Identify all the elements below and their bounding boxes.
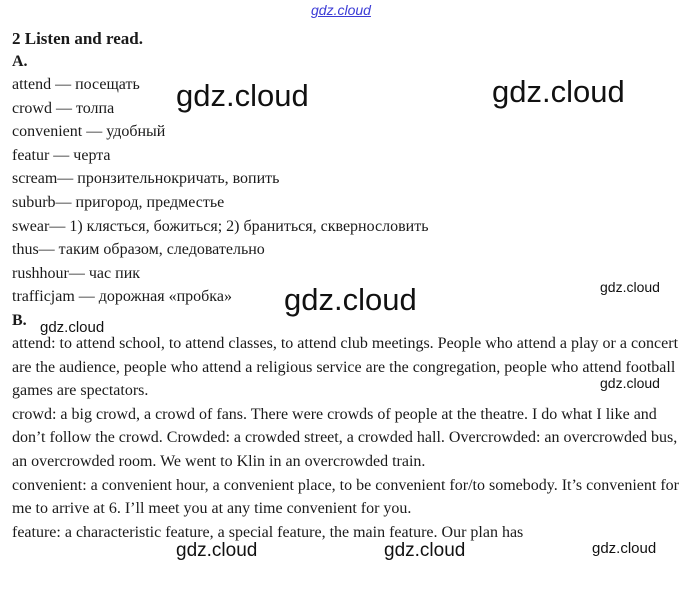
vocab-item: trafficjam — дорожная «пробка»	[12, 288, 232, 306]
paragraph-crowd: crowd: a big crowd, a crowd of fans. There were crowds of people at the theatre. I do what I like and don’t follow the crowd. Crowded: a crowded street, a crowded hall. Overcrowded: an overcrowded bus, an overcrowded room. We went to Klin in an overcrowded train.	[12, 405, 678, 470]
vocab-item: scream— пронзительнокричать, вопить	[12, 170, 280, 188]
section-b-label: B.	[12, 311, 27, 329]
vocab-item: convenient — удобный	[12, 123, 166, 141]
vocab-item: crowd — толпа	[12, 99, 115, 117]
watermark: gdz.cloud	[600, 279, 660, 295]
vocab-item: swear— 1) клясться, божиться; 2) браниться, сквернословить	[12, 217, 429, 235]
vocab-item: suburb— пригород, предместье	[12, 193, 225, 211]
watermark: gdz.cloud	[40, 319, 105, 336]
watermark: gdz.cloud	[176, 540, 258, 561]
paragraph-convenient: convenient: a convenient hour, a convenient place, to be convenient for/to somebody. It’s convenient for me to arrive at 6. I’ll meet you at any time convenient for you.	[12, 476, 679, 518]
vocab-item: thus— таким образом, следовательно	[12, 241, 265, 259]
section-a-label: A.	[12, 53, 28, 70]
header-watermark: gdz.cloud	[311, 2, 371, 18]
vocab-item: featur — черта	[12, 146, 111, 164]
watermark: gdz.cloud	[176, 78, 309, 113]
watermark: gdz.cloud	[492, 74, 625, 109]
vocab-item: attend — посещать	[12, 76, 140, 93]
watermark: gdz.cloud	[600, 375, 660, 391]
watermark: gdz.cloud	[384, 540, 466, 561]
vocab-item: rushhour— час пик	[12, 264, 141, 282]
paragraph-feature: feature: a characteristic feature, a special feature, the main feature. Our plan has	[12, 523, 524, 541]
watermark: gdz.cloud	[592, 540, 657, 557]
paragraph-attend: attend: to attend school, to attend classes, to attend club meetings. People who attend a play or a concert are the audience, people who attend a religious service are the congregation, people who attend football games are spectators.	[12, 334, 679, 400]
watermark: gdz.cloud	[284, 282, 417, 317]
exercise-heading: 2 Listen and read.	[12, 29, 143, 48]
